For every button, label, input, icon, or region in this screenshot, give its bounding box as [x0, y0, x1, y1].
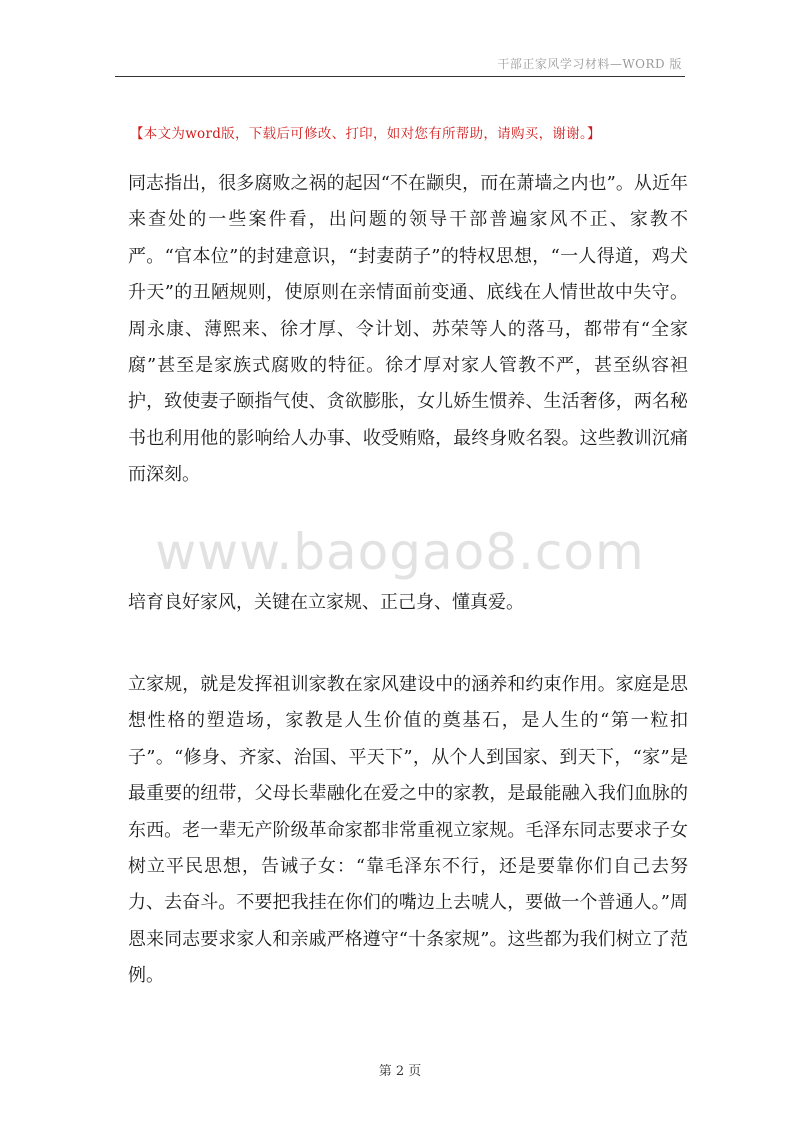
- watermark: www.baogao8.com: [155, 523, 645, 581]
- running-header-title: 干部正家风学习材料—WORD 版: [497, 57, 682, 71]
- body-paragraph-1: 同志指出，很多腐败之祸的起因“不在颛臾，而在萧墙之内也”。从近年来查处的一些案件看，出问题的领导干部普遍家风不正、家教不严。“官本位”的封建意识，“封妻荫子”的特权思想，“一人得道，鸡犬升天”的丑陋规则，使原则在亲情面前变通、底线在人情世故中失守。周永康、薄熙来、徐才厚、令计划、苏荣等人的落马，都带有“全家腐”甚至是家族式腐败的特征。徐才厚对家人管教不严，甚至纵容袒护，致使妻子颐指气使、贪欲膨胀，女儿娇生惯养、生活奢侈，两名秘书也利用他的影响给人办事、收受贿赂，最终身败名裂。这些教训沉痛而深刻。: [128, 173, 688, 486]
- purchase-notice: 【本文为word版，下载后可修改、打印，如对您有所帮助，请购买，谢谢。】: [130, 126, 601, 142]
- header-rule: [115, 76, 685, 77]
- body-paragraph-1-wrap: [128, 166, 688, 494]
- page-number: 第 2 页: [378, 1064, 422, 1079]
- body-paragraph-3-wrap: [128, 667, 688, 995]
- body-paragraph-2: 培育良好家风，关键在立家规、正己身、懂真爱。: [128, 592, 524, 613]
- body-paragraph-2-wrap: [128, 585, 688, 621]
- body-paragraph-3: 立家规，就是发挥祖训家教在家风建设中的涵养和约束作用。家庭是思想性格的塑造场，家教是人生价值的奠基石，是人生的“第一粒扣子”。“修身、齐家、治国、平天下”，从个人到国家、到天下，“家”是最重要的纽带，父母长辈融化在爱之中的家教，是最能融入我们血脉的东西。老一辈无产阶级革命家都非常重视立家规。毛泽东同志要求子女树立平民思想，告诫子女：“靠毛泽东不行，还是要靠你们自己去努力、去奋斗。不要把我挂在你们的嘴边上去唬人，要做一个普通人。”周恩来同志要求家人和亲戚严格遵守“十条家规”。这些都为我们树立了范例。: [128, 674, 688, 987]
